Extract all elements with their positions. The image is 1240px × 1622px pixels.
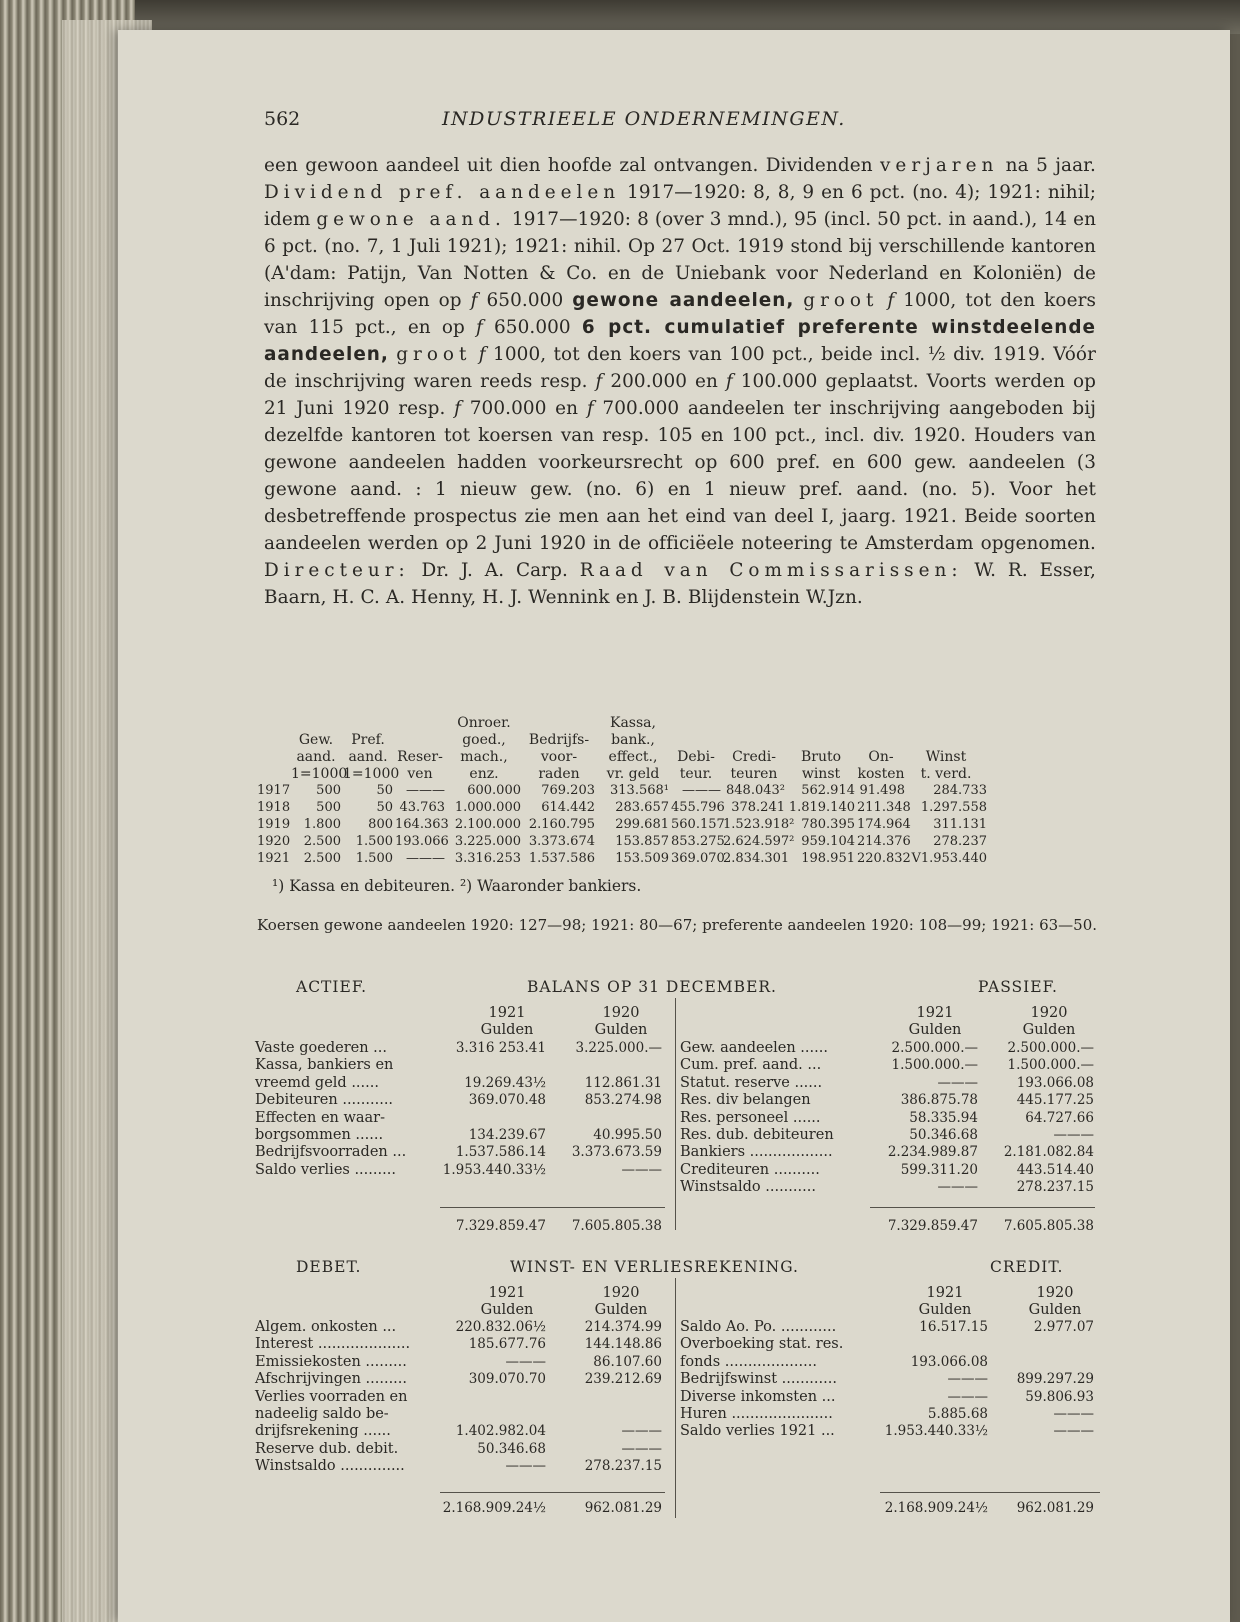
debet-value-1921: 220.832.06½	[455, 1319, 546, 1335]
unit-label: Gulden	[918, 1302, 972, 1318]
actief-col-1921	[462, 1005, 552, 1039]
debet-total-rule	[440, 1492, 665, 1493]
passief-label: Res. div belangen	[680, 1092, 811, 1109]
unit-label: Gulden	[594, 1302, 648, 1318]
debet-title: DEBET.	[296, 1258, 362, 1276]
scan-top-edge	[0, 0, 1240, 34]
credit-label: Huren ......................	[680, 1406, 833, 1422]
guilder-sign: f	[475, 317, 483, 338]
passief-value-1920: 278.237.15	[1016, 1179, 1094, 1196]
page-number: 562	[264, 108, 301, 130]
actief-value-1921: 3.316 253.41	[455, 1040, 546, 1056]
passief-label: Res. dub. debiteuren	[680, 1127, 834, 1143]
stats-table-header	[257, 713, 1097, 783]
stats-cell: 211.348	[857, 800, 911, 815]
stats-cell: 853.275	[671, 834, 725, 849]
spaced-term: Dividend pref. aandeelen	[264, 182, 621, 203]
guilder-sign: f	[478, 344, 486, 365]
guilder-sign: f	[725, 371, 733, 392]
unit-label: Gulden	[1028, 1302, 1082, 1318]
stats-cell: 153.857	[615, 834, 669, 849]
stats-cell: ———	[406, 783, 445, 798]
stats-cell: V1.953.440	[911, 851, 987, 866]
passief-col-1920	[1004, 1005, 1094, 1039]
debet-total-1920: 962.081.29	[584, 1500, 662, 1516]
passief-value-1920: 2.500.000.—	[1007, 1040, 1094, 1056]
debet-value-1920: ———	[621, 1440, 662, 1457]
year-label: 1920	[1030, 1005, 1068, 1021]
credit-value-1921: 5.885.68	[927, 1406, 988, 1422]
actief-total-rule	[440, 1207, 665, 1208]
stats-cell: 2.100.000	[454, 817, 521, 832]
stats-footnote: ¹) Kassa en debiteuren. ²) Waaronder bankiers.	[272, 877, 642, 895]
stats-row	[257, 800, 1097, 817]
credit-total-1921: 2.168.909.24½	[884, 1500, 988, 1516]
passief-value-1921: 2.500.000.—	[891, 1040, 978, 1056]
passief-value-1921: 386.875.78	[900, 1092, 978, 1109]
credit-col-1920	[1010, 1285, 1100, 1319]
passief-value-1921: 50.346.68	[909, 1127, 978, 1143]
stats-cell: 91.498	[859, 783, 905, 798]
debet-label: Algem. onkosten ...	[255, 1319, 397, 1335]
year-label: 1920	[1036, 1285, 1074, 1301]
unit-label: Gulden	[1022, 1022, 1076, 1038]
stats-cell: 174.964	[857, 817, 911, 832]
credit-value-1921: 1.953.440.33½	[884, 1423, 988, 1440]
stats-year-cell: 1921	[257, 851, 291, 866]
debet-label: Winstsaldo ..............	[255, 1458, 405, 1475]
debet-value-1920: 144.148.86	[584, 1336, 662, 1353]
stats-cell: 378.241	[731, 800, 785, 815]
koersen-text: Koersen gewone aandeelen 1920: 127—98; 1921: 80—67; preferente aandeelen 1920: 108—99; 1921: 63—50.	[257, 916, 1098, 934]
stats-cell: 500	[316, 783, 341, 798]
stats-year-cell: 1920	[257, 834, 291, 849]
credit-value-1921: 193.066.08	[910, 1353, 988, 1370]
passief-value-1920: 193.066.08	[1016, 1074, 1094, 1091]
passief-label: Statut. reserve ......	[680, 1074, 823, 1091]
credit-label: Saldo Ao. Po. ............	[680, 1319, 837, 1335]
stats-year-cell: 1918	[257, 800, 291, 815]
body-paragraph	[264, 152, 1096, 611]
stats-cell: 283.657	[615, 800, 669, 815]
credit-value-1920: 2.977.07	[1033, 1319, 1094, 1335]
stats-cell: 369.070	[671, 851, 725, 866]
passief-label: Cum. pref. aand. ...	[680, 1057, 822, 1074]
stats-col-header: Pref. aand. 1=1000	[343, 732, 400, 782]
actief-col-1920	[576, 1005, 666, 1039]
stats-row	[257, 783, 1097, 800]
passief-label: Bankiers ..................	[680, 1144, 833, 1161]
spaced-term: groot	[396, 344, 472, 365]
stats-col-header: Reser- ven	[397, 749, 443, 782]
stats-year-cell: 1917	[257, 783, 291, 798]
year-label: 1921	[916, 1005, 954, 1021]
passief-value-1920: ———	[1053, 1127, 1094, 1143]
actief-label: Debiteuren ...........	[255, 1092, 394, 1109]
credit-value-1920: ———	[1053, 1406, 1094, 1422]
credit-label: fonds ....................	[680, 1353, 817, 1370]
passief-title: PASSIEF.	[978, 978, 1058, 996]
text-run: 700.000 aandeelen ter inschrijving aangeboden bij dezelfde kantoren tot koersen van resp. 105 en 100 pct., incl. div. 1920. Houders van gewone aandeelen hadden voorkeursrecht op 600 pref. en 600 gew. aandeelen (3 gewone aand. : 1 nieuw gew. (no. 6) en 1 nieuw pref. aand. (no. 5). Voor het desbetreffende prospectus zie men aan het eind van deel I, jaarg. 1921. Beide soorten aandeelen werden op 2 Juni 1920 in de officiëele noteering te Amsterdam opgenomen.	[264, 398, 1096, 554]
stats-cell: 769.203	[541, 783, 595, 798]
credit-value-1920: 59.806.93	[1025, 1388, 1094, 1405]
debet-label: Emissiekosten .........	[255, 1353, 407, 1370]
stats-cell: 284.733	[933, 783, 987, 798]
debet-value-1921: ———	[505, 1353, 546, 1370]
debet-value-1920: ———	[621, 1423, 662, 1440]
stats-col-header: Debi- teur.	[677, 749, 715, 782]
stats-col-header: Winst t. verd.	[920, 749, 972, 782]
bold-term: 6 pct. cumulatief preferente winstdeelende aandeelen,	[264, 317, 1096, 365]
credit-value-1921: ———	[947, 1388, 988, 1405]
bold-term: gewone aandeelen,	[572, 290, 795, 311]
credit-col-1921	[900, 1285, 990, 1319]
winst-divider	[675, 1278, 676, 1518]
credit-label: Diverse inkomsten ...	[680, 1388, 836, 1405]
credit-value-1920: 899.297.29	[1016, 1371, 1094, 1388]
debet-label: drijfsrekening ......	[255, 1423, 391, 1440]
stats-cell: 1.500	[355, 834, 393, 849]
stats-cell: ———	[406, 851, 445, 866]
debet-label: Reserve dub. debit.	[255, 1440, 399, 1457]
text-run: 1917—1920: 8, 8, 9 en 6 pct. (no. 4); 1921: nihil; idem	[264, 182, 1096, 230]
stats-cell: 848.043²	[726, 783, 785, 798]
passief-total-1921: 7.329.859.47	[887, 1218, 978, 1234]
stats-table-body	[257, 783, 1097, 868]
stats-cell: 3.373.674	[528, 834, 595, 849]
passief-value-1921: 58.335.94	[909, 1109, 978, 1126]
actief-value-1920: ———	[621, 1161, 662, 1178]
passief-value-1920: 64.727.66	[1025, 1109, 1094, 1126]
text-run: een gewoon aandeel uit dien hoofde zal ontvangen. Dividenden	[264, 155, 881, 176]
guilder-sign: f	[586, 398, 594, 419]
paragraph-text	[264, 152, 1096, 611]
credit-total-1920: 962.081.29	[1016, 1500, 1094, 1516]
actief-value-1921: 1.537.586.14	[455, 1144, 546, 1161]
text-run: 1917—1920: 8 (over 3 mnd.), 95 (incl. 50 pct. in aand.), 14 en 6 pct. (no. 7, 1 Juli 1921); 1921: nihil. Op 27 Oct. 1919 stond bij verschillende kantoren (A'dam: Patijn, Van Notten & Co. en de Uniebank voor Nederland en Koloniën) de inschrijving open op	[264, 209, 1097, 311]
debet-label: nadeelig saldo be-	[255, 1406, 389, 1422]
stats-cell: 800	[368, 817, 393, 832]
stats-cell: 2.500	[303, 834, 341, 849]
stats-cell: 614.442	[541, 800, 595, 815]
debet-value-1921: 50.346.68	[477, 1440, 546, 1457]
actief-value-1921: 1.953.440.33½	[442, 1161, 546, 1178]
stats-col-header: Bruto winst	[800, 749, 842, 782]
stats-row	[257, 817, 1097, 834]
stats-cell: 43.763	[399, 800, 445, 815]
passief-value-1921: 1.500.000.—	[891, 1057, 978, 1074]
year-label: 1921	[488, 1005, 526, 1021]
stats-col-header: Bedrijfs- voor- raden	[528, 732, 590, 782]
text-run: 1000, tot den koers van 100 pct., beide incl. ½ div. 1919. Vóór de inschrijving waren reeds resp.	[264, 344, 1096, 392]
debet-value-1920: 86.107.60	[593, 1353, 662, 1370]
stats-cell: 1.000.000	[454, 800, 521, 815]
actief-value-1920: 853.274.98	[584, 1092, 662, 1109]
actief-value-1920: 112.861.31	[584, 1074, 662, 1091]
debet-label: Interest ....................	[255, 1336, 411, 1353]
stats-cell: 2.160.795	[528, 817, 595, 832]
stats-year-cell: 1919	[257, 817, 291, 832]
stats-cell: 562.914	[801, 783, 855, 798]
stats-cell: 1.819.140	[788, 800, 855, 815]
stats-cell: 164.363	[395, 817, 449, 832]
stats-row	[257, 851, 1097, 868]
credit-value-1921: 16.517.15	[919, 1319, 988, 1335]
passief-value-1921: 2.234.989.87	[887, 1144, 978, 1161]
actief-label: Effecten en waar-	[255, 1109, 386, 1126]
actief-value-1921: 134.239.67	[468, 1127, 546, 1143]
stats-cell: 1.297.558	[920, 800, 987, 815]
actief-label: Kassa, bankiers en	[255, 1057, 394, 1074]
stats-cell: 198.951	[801, 851, 855, 866]
guilder-sign: f	[595, 371, 603, 392]
stats-cell: 299.681	[615, 817, 669, 832]
actief-total-1921: 7.329.859.47	[455, 1218, 546, 1234]
year-label: 1920	[602, 1005, 640, 1021]
actief-label: vreemd geld ......	[255, 1074, 379, 1091]
stats-cell: 959.104	[801, 834, 855, 849]
guilder-sign: f	[470, 290, 478, 311]
credit-label: Overboeking stat. res.	[680, 1336, 844, 1353]
passief-value-1920: 443.514.40	[1016, 1161, 1094, 1178]
credit-value-1920: ———	[1053, 1423, 1094, 1440]
stats-cell: 193.066	[395, 834, 449, 849]
credit-total-rule	[880, 1492, 1100, 1493]
stats-cell: 1.800	[303, 817, 341, 832]
debet-value-1921: 185.677.76	[468, 1336, 546, 1353]
winst-title: WINST- EN VERLIESREKENING.	[510, 1258, 799, 1276]
passief-value-1920: 445.177.25	[1016, 1092, 1094, 1109]
passief-col-1921	[890, 1005, 980, 1039]
actief-value-1920: 3.373.673.59	[571, 1144, 662, 1161]
year-label: 1921	[926, 1285, 964, 1301]
unit-label: Gulden	[480, 1022, 534, 1038]
credit-title: CREDIT.	[990, 1258, 1064, 1276]
spaced-term: verjaren	[880, 155, 999, 176]
stats-col-header: Kassa, bank., effect., vr. geld	[606, 715, 660, 782]
spaced-term: gewone aand.	[316, 209, 506, 230]
actief-label: Saldo verlies .........	[255, 1161, 396, 1178]
stats-col-header: On- kosten	[857, 749, 905, 782]
stats-cell: 311.131	[933, 817, 987, 832]
spaced-term: Raad van Commissarissen:	[579, 560, 963, 581]
passief-label: Winstsaldo ...........	[680, 1179, 816, 1196]
actief-label: borgsommen ......	[255, 1127, 384, 1143]
debet-label: Afschrijvingen .........	[255, 1371, 408, 1388]
stats-cell: 50	[376, 783, 393, 798]
actief-total-1920: 7.605.805.38	[571, 1218, 662, 1234]
text-run: Dr. J. A. Carp.	[409, 560, 580, 581]
page-header	[264, 108, 1094, 134]
balans-divider	[675, 998, 676, 1230]
passief-total-1920: 7.605.805.38	[1003, 1218, 1094, 1234]
stats-cell: 3.225.000	[454, 834, 521, 849]
actief-title: ACTIEF.	[296, 978, 368, 996]
passief-value-1920: 1.500.000.—	[1007, 1057, 1094, 1074]
stats-cell: 455.796	[671, 800, 725, 815]
stats-row	[257, 834, 1097, 851]
credit-label: Saldo verlies 1921 ...	[680, 1423, 835, 1440]
stats-cell: 1.523.918²	[723, 817, 795, 832]
stats-cell: 2.500	[303, 851, 341, 866]
stats-cell: 220.832	[857, 851, 911, 866]
stats-col-header: Credi- teuren	[730, 749, 778, 782]
text-run: 700.000 en	[461, 398, 587, 419]
actief-value-1921: 369.070.48	[468, 1092, 546, 1109]
text-run: 1000, tot den koers van 115 pct., en op	[264, 290, 1097, 338]
passief-total-rule	[870, 1207, 1095, 1208]
stats-cell: 600.000	[467, 783, 521, 798]
passief-value-1920: 2.181.082.84	[1003, 1144, 1094, 1161]
stats-cell: 278.237	[933, 834, 987, 849]
stats-cell: 3.316.253	[454, 851, 521, 866]
stats-cell: 2.834.301	[723, 851, 790, 866]
stats-cell: 50	[376, 800, 393, 815]
debet-value-1920: 214.374.99	[584, 1319, 662, 1335]
stats-cell: 2.624.597²	[723, 834, 795, 849]
actief-label: Bedrijfsvoorraden ...	[255, 1144, 407, 1161]
credit-value-1921: ———	[947, 1371, 988, 1388]
debet-value-1921: 1.402.982.04	[455, 1423, 546, 1440]
credit-label: Bedrijfswinst ............	[680, 1371, 837, 1388]
debet-value-1920: 278.237.15	[584, 1458, 662, 1475]
stats-cell: 153.509	[615, 851, 669, 866]
unit-label: Gulden	[480, 1302, 534, 1318]
guilder-sign: f	[887, 290, 895, 311]
text-run: W. R. Esser, Baarn, H. C. A. Henny, H. J. Wennink en J. B. Blijdenstein W.Jzn.	[264, 560, 1096, 608]
running-head: INDUSTRIEELE ONDERNEMINGEN.	[442, 108, 846, 130]
actief-value-1921: 19.269.43½	[464, 1074, 546, 1091]
stats-col-header: Gew. aand. 1=1000	[291, 732, 348, 782]
stats-table	[257, 713, 1097, 868]
text-run: 200.000 en	[602, 371, 726, 392]
year-label: 1920	[602, 1285, 640, 1301]
debet-total-1921: 2.168.909.24½	[442, 1500, 546, 1516]
spaced-term: groot	[803, 290, 879, 311]
text-run: 650.000	[477, 290, 573, 311]
actief-value-1920: 3.225.000.—	[575, 1040, 662, 1056]
passief-label: Res. personeel ......	[680, 1109, 821, 1126]
stats-cell: 560.157	[671, 817, 725, 832]
passief-value-1921: ———	[937, 1179, 978, 1196]
balans-title: BALANS OP 31 DECEMBER.	[527, 978, 777, 996]
stats-col-header: Onroer. goed., mach., enz.	[457, 715, 511, 782]
text-run: 650.000	[482, 317, 582, 338]
actief-value-1920: 40.995.50	[593, 1127, 662, 1143]
stats-cell: 313.568¹	[610, 783, 669, 798]
passief-value-1921: 599.311.20	[900, 1161, 978, 1178]
debet-value-1921: ———	[505, 1458, 546, 1475]
stats-cell: 1.537.586	[528, 851, 595, 866]
debet-value-1921: 309.070.70	[468, 1371, 546, 1388]
guilder-sign: f	[454, 398, 462, 419]
text-run: 100.000 geplaatst. Voorts werden op 21 Juni 1920 resp.	[264, 371, 1096, 419]
debet-label: Verlies voorraden en	[255, 1388, 408, 1405]
debet-col-1920	[576, 1285, 666, 1319]
stats-cell: 500	[316, 800, 341, 815]
spaced-term: Directeur:	[264, 560, 410, 581]
unit-label: Gulden	[908, 1022, 962, 1038]
passief-value-1921: ———	[937, 1074, 978, 1091]
passief-label: Gew. aandeelen ......	[680, 1040, 828, 1056]
passief-label: Crediteuren ..........	[680, 1161, 820, 1178]
stats-cell: 214.376	[857, 834, 911, 849]
stats-cell: ———	[682, 783, 721, 798]
unit-label: Gulden	[594, 1022, 648, 1038]
text-run: na 5 jaar.	[998, 155, 1096, 176]
debet-col-1921	[462, 1285, 552, 1319]
stats-cell: 1.500	[355, 851, 393, 866]
debet-value-1920: 239.212.69	[584, 1371, 662, 1388]
year-label: 1921	[488, 1285, 526, 1301]
stats-cell: 780.395	[801, 817, 855, 832]
actief-label: Vaste goederen ...	[255, 1040, 387, 1056]
